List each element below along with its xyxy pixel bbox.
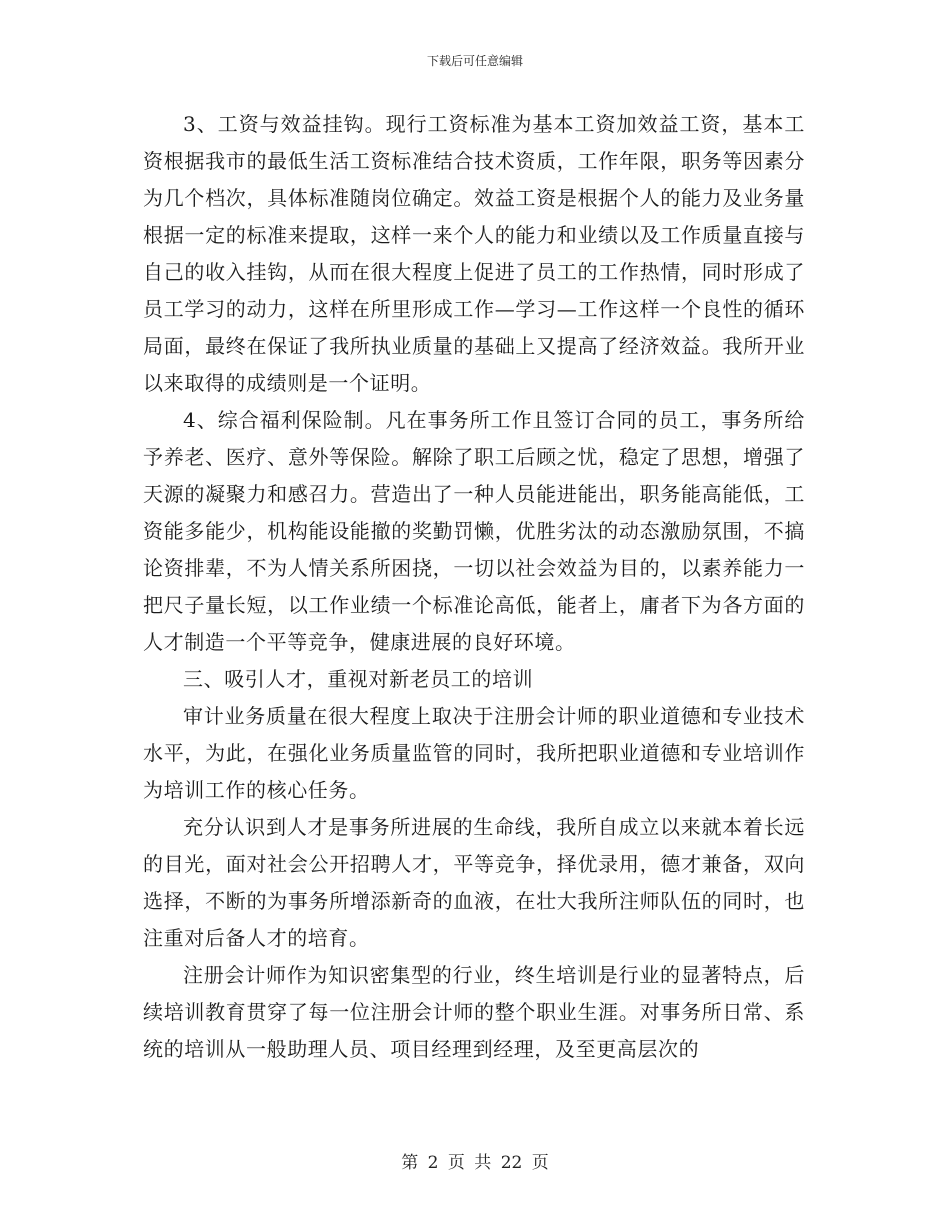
paragraph-salary-link: 3、工资与效益挂钩。现行工资标准为基本工资加效益工资，基本工资根据我市的最低生活工资标准结合技术资质，工作年限，职务等因素分为几个档次，具体标准随岗位确定。效益工资是根据个人的能力及业务量根据一定的标准来提取，这样一来个人的能力和业绩以及工作质量直接与自己的收入挂钩，从而在很大程度上促进了员工的工作热情，同时形成了员工学习的动力，这样在所里形成工作—学习—工作这样一个良性的循环局面，最终在保证了我所执业质量的基础上又提高了经济效益。我所开业以来取得的成绩则是一个证明。 <box>143 112 805 395</box>
paragraph-continuing-training: 注册会计师作为知识密集型的行业，终生培训是行业的显著特点，后续培训教育贯穿了每一位注册会计师的整个职业生涯。对事务所日常、系统的培训从一般助理人员、项目经理到经理，及至更高层次的 <box>143 963 805 1061</box>
paragraph-welfare-insurance: 4、综合福利保险制。凡在事务所工作且签订合同的员工，事务所给予养老、医疗、意外等保险。解除了职工后顾之忧，稳定了思想，增强了天源的凝聚力和感召力。营造出了一种人员能进能出，职务能高能低，工资能多能少，机构能设能撤的奖勤罚懒，优胜劣汰的动态激励氛围，不搞论资排辈，不为人情关系所困挠，一切以社会效益为目的，以素养能力一把尺子量长短，以工作业绩一个标准论高低，能者上，庸者下为各方面的人才制造一个平等竞争，健康进展的良好环境。 <box>143 408 805 654</box>
page-header-note: 下载后可任意编辑 <box>426 54 523 68</box>
document-body <box>143 106 805 1068</box>
paragraph-talent-recruitment: 充分认识到人才是事务所进展的生命线，我所自成立以来就本着长远的目光，面对社会公开招聘人才，平等竞争，择优录用，德才兼备，双向选择，不断的为事务所增添新奇的血液，在壮大我所注师队伍的同时，也注重对后备人才的培育。 <box>143 815 805 950</box>
section-heading-talent-training: 三、吸引人才，重视对新老员工的培训 <box>183 667 534 691</box>
paragraph-audit-quality: 审计业务质量在很大程度上取决于注册会计师的职业道德和专业技术水平，为此，在强化业务质量监管的同时，我所把职业道德和专业培训作为培训工作的核心任务。 <box>143 704 805 802</box>
page-number: 第 2 页 共 22 页 <box>401 1153 549 1173</box>
